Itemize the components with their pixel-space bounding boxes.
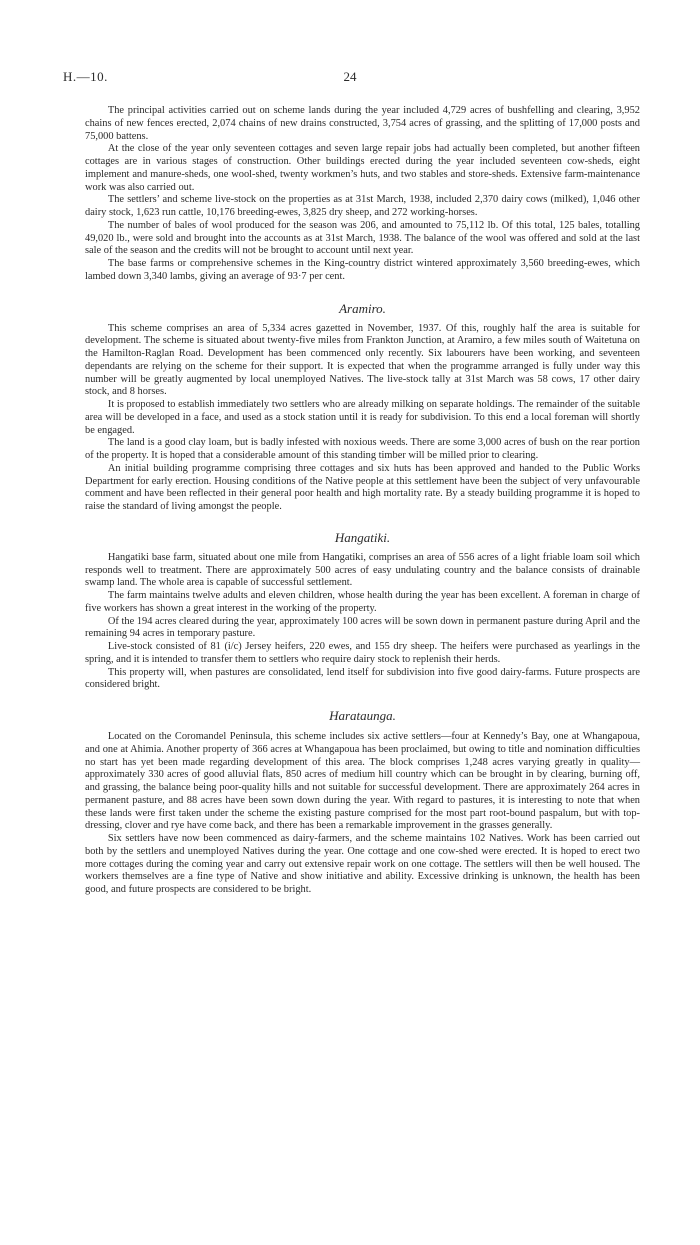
hangatiki-section: [85, 530, 640, 692]
paragraph: The farm maintains twelve adults and eleven children, whose health during the year has been excellent. A foreman in charge of five workers has shown a great interest in the working of the property.: [85, 590, 640, 614]
paragraph: The land is a good clay loam, but is badly infested with noxious weeds. There are some 3,000 acres of bush on the rear portion of the property. It is hoped that a considerable amount of this standing timber will be milled prior to clearing.: [85, 437, 640, 461]
page-body: [85, 105, 640, 897]
paragraph: It is proposed to establish immediately two settlers who are already milking on separate holdings. The remainder of the suitable area will be developed in a face, and used as a stock station until it is ready for subdivision. To this end a local foreman will shortly be engaged.: [85, 399, 640, 436]
harataunga-section: [85, 708, 640, 897]
paragraph: Live-stock consisted of 81 (i/c) Jersey heifers, 220 ewes, and 155 dry sheep. The heifers were purchased as yearlings in the spring, and it is intended to transfer them to settlers who require dairy stock to replenish their herds.: [85, 641, 640, 665]
section-heading: Harataunga.: [329, 708, 396, 723]
paragraph: This scheme comprises an area of 5,334 acres gazetted in November, 1937. Of this, roughly half the area is suitable for development. The scheme is situated about twenty-five miles from Frankton Junction, at Aramiro, a few miles south of Waitetuna on the Hamilton-Raglan Road. Development has been commenced only recently. Six labourers have been working, and seventeen dependants are relying on the scheme for their support. It is expected that when the programme arranged is fully under way this number will be greatly augmented by local unemployed Natives. The live-stock tally at 31st March was 58 cows, 17 other dairy stock, and 8 horses.: [85, 322, 640, 398]
paragraph: The settlers’ and scheme live-stock on the properties as at 31st March, 1938, included 2,370 dairy cows (milked), 1,046 other dairy stock, 1,623 run cattle, 10,176 breeding-ewes, 3,825 dry sheep, and 272 working-horses.: [85, 194, 640, 218]
paragraph: The base farms or comprehensive schemes in the King-country district wintered approximately 3,560 breeding-ewes, which lambed down 3,340 lambs, giving an average of 93·7 per cent.: [85, 258, 640, 282]
paragraph: An initial building programme comprising three cottages and six huts has been approved and handed to the Public Works Department for early erection. Housing conditions of the Native people at this settlement have been the subject of very unfavourable comment and have been reflected in their general poor health and high mortality rate. By a steady building programme it is hoped to raise the standard of living amongst the people.: [85, 462, 640, 512]
paragraph: The principal activities carried out on scheme lands during the year included 4,729 acres of bushfelling and clearing, 3,952 chains of new fences erected, 2,074 chains of new drains constructed, 3,754 acres of grassing, and the splitting of 17,000 posts and 75,000 battens.: [85, 105, 640, 142]
section-heading: Aramiro.: [339, 300, 386, 316]
paragraph: Located on the Coromandel Peninsula, this scheme includes six active settlers—four at Kennedy’s Bay, one at Whangapoua, and one at Ahimia. Another property of 366 acres at Whangapoua has been proclaimed, but owing to title and nomination difficulties no start has yet been made regarding development of this area. The block comprises 1,248 acres varying greatly in quality—approximately 330 acres of good alluvial flats, 850 acres of medium hill country which can be brought in by clearing, burning off, and grassing, the balance being poor-quality hills and not suitable for successful development. There are approximately 264 acres in permanent pasture, and 88 acres have been sown down during the year. With regard to pastures, it is interesting to note that when these lands were first taken under the scheme the existing pasture comprised for the most part root-bound paspalum, but with top-dressing, clover and rye have come back, and there has been a remarkable improvement in the grasses generally.: [85, 731, 640, 832]
paragraph: The number of bales of wool produced for the season was 206, and amounted to 75,112 lb. Of this total, 125 bales, totalling 49,020 lb., were sold and brought into the accounts as at 31st March, 1938. The balance of the wool was offered and sold at the last sale of the season and the credits will not be brought to account until next year.: [85, 219, 640, 257]
page-header: [63, 69, 637, 85]
paragraph: Of the 194 acres cleared during the year, approximately 100 acres will be sown down in permanent pasture during April and the remaining 94 acres in temporary pasture.: [85, 615, 640, 640]
paragraph: At the close of the year only seventeen cottages and seven large repair jobs had actually been completed, but another fifteen cottages are in various stages of construction. Other buildings erected during the year included seventeen cow-sheds, eight implement and manure-sheds, one wool-shed, twenty workmen’s huts, and two stables and store-sheds. Extensive farm-maintenance work was also carried out.: [85, 143, 640, 193]
intro-section: [85, 105, 640, 284]
page-number: 24: [343, 69, 357, 84]
paragraph: Hangatiki base farm, situated about one mile from Hangatiki, comprises an area of 556 acres of a light friable loam soil which responds well to treatment. There are approximately 500 acres of easy undulating country and the balance consists of drainable swamp land. The whole area is capable of successful settlement.: [85, 551, 640, 589]
paragraph: Six settlers have now been commenced as dairy-farmers, and the scheme maintains 102 Natives. Work has been carried out both by the settlers and unemployed Natives during the year. One cottage and one cow-shed were erected. It is hoped to erect two more cottages during the coming year and carry out extensive repair work on one cottage. The settlers will then be well housed. The workers themselves are a fine type of Native and show initiative and ability. Excessive drinking is unknown, the health has been good, and future prospects are considered to be bright.: [85, 833, 640, 895]
paragraph: This property will, when pastures are consolidated, lend itself for subdivision into five good dairy-farms. Future prospects are considered bright.: [85, 666, 640, 691]
section-heading: Hangatiki.: [334, 529, 391, 545]
aramiro-section: [85, 301, 640, 514]
document-code: H.—10.: [63, 69, 108, 84]
